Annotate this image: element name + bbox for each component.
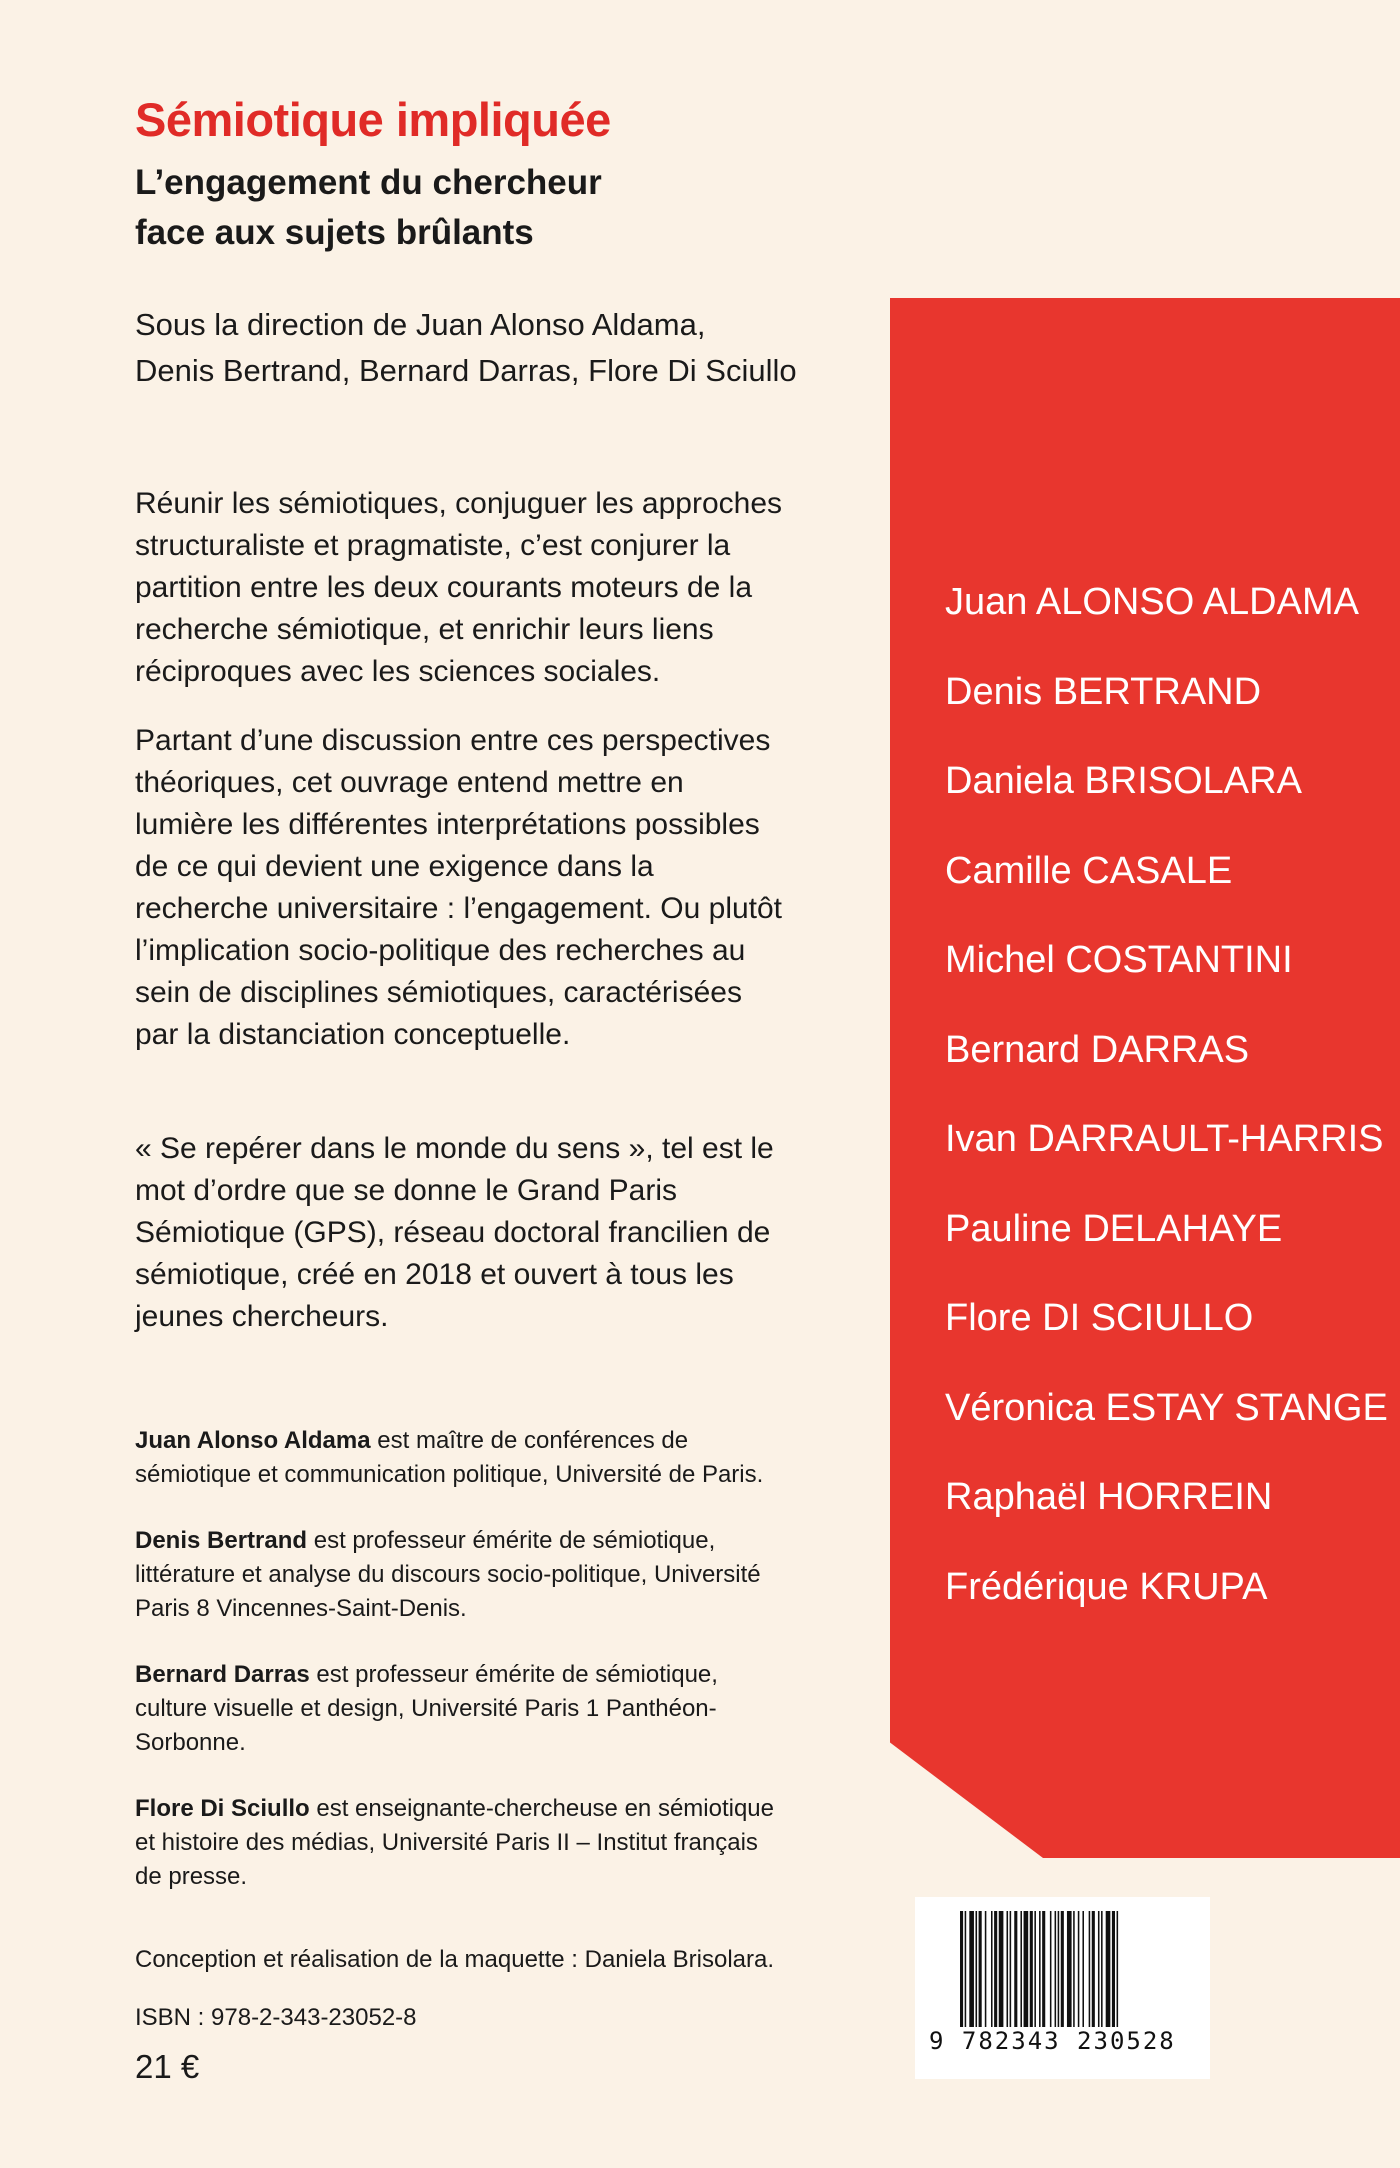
barcode-bar [1058, 1911, 1060, 2027]
barcode-bar [985, 1911, 987, 2027]
contributor-name: Véronica ESTAY STANGE [945, 1386, 1388, 1429]
contributor-name: Camille CASALE [945, 849, 1233, 892]
barcode-icon [960, 1911, 1170, 2027]
contributor-name: Frédérique KRUPA [945, 1565, 1268, 1608]
book-subtitle [135, 158, 602, 258]
barcode-bar [960, 1911, 963, 2027]
barcode-bar [994, 1911, 997, 2027]
barcode-bar [1024, 1911, 1029, 2027]
bio-entry [135, 1424, 785, 1492]
contributor-name: Pauline DELAHAYE [945, 1207, 1283, 1250]
editors-line [135, 302, 797, 394]
barcode-bar [1030, 1911, 1033, 2027]
contributor-name: Ivan DARRAULT-HARRIS [945, 1118, 1384, 1160]
barcode-box [915, 1897, 1210, 2079]
direction-line-1: Sous la direction de Juan Alonso Aldama, [135, 307, 706, 342]
description-paragraph-3: « Se repérer dans le monde du sens », tel est le mot d’ordre que se donne le Grand Paris Sémiotique (GPS), réseau doctoral francilien de sémiotique, créé en 2018 et ouvert à tous les jeunes chercheurs. [135, 1132, 774, 1333]
barcode-bar [1050, 1911, 1052, 2027]
bio-name: Flore Di Sciullo [135, 1795, 310, 1822]
bio-entry [135, 1524, 785, 1626]
bio-name: Denis Bertrand [135, 1527, 308, 1554]
barcode-bar [1112, 1911, 1115, 2027]
isbn: ISBN : 978-2-343-23052-8 [135, 2004, 417, 2031]
barcode-bar [1098, 1911, 1100, 2027]
contributor-name: Daniela BRISOLARA [945, 760, 1302, 802]
barcode-bar [1073, 1911, 1075, 2027]
barcode-bar [976, 1911, 978, 2027]
book-title: Sémiotique impliquée [135, 93, 611, 146]
barcode-bar [1117, 1911, 1119, 2027]
bio-text: est professeur émérite de sémiotique, littérature et analyse du discours socio-politique, Université Paris 8 Vincennes-Saint-Denis. [135, 1527, 761, 1622]
barcode-bar [1089, 1911, 1091, 2027]
barcode-bar [991, 1911, 993, 2027]
barcode-bar [969, 1911, 974, 2027]
contributor-name: Bernard DARRAS [945, 1028, 1250, 1071]
bio-entry [135, 1658, 785, 1760]
direction-line-2: Denis Bertrand, Bernard Darras, Flore Di Sciullo [135, 353, 797, 388]
contributor-name: Juan ALONSO ALDAMA [945, 581, 1359, 623]
design-credits: Conception et réalisation de la maquette : Daniela Brisolara. [135, 1946, 775, 1973]
barcode-bar [1039, 1911, 1041, 2027]
bio-text: est professeur émérite de sémiotique, culture visuelle et design, Université Paris 1 Panthéon-Sorbonne. [135, 1661, 718, 1756]
barcode-bar [1078, 1911, 1080, 2027]
description-paragraph-2: Partant d’une discussion entre ces perspectives théoriques, cet ouvrage entend mettre en lumière les différentes interprétations possibles de ce qui devient une exigence dans la recherche universitaire : l’engagement. Ou plutôt l’implication socio-politique des recherches au sein de disciplines sémiotiques, caractérisées par la distanciation conceptuelle. [135, 724, 783, 1051]
barcode-bar [1020, 1911, 1022, 2027]
barcode-bar [1010, 1911, 1012, 2027]
price: 21 € [135, 2048, 200, 2085]
bio-text: est enseignante-chercheuse en sémiotique et histoire des médias, Université Paris II – Institut français de presse. [135, 1795, 774, 1890]
contributors-list [945, 558, 1388, 1632]
barcode-bar [965, 1911, 967, 2027]
bio-entry [135, 1792, 785, 1894]
bio-name: Juan Alonso Aldama [135, 1427, 371, 1454]
contributor-name: Flore DI SCIULLO [945, 1297, 1254, 1339]
subtitle-line-1: L’engagement du chercheur [135, 163, 602, 202]
barcode-bar [1055, 1911, 1057, 2027]
barcode-bar [979, 1911, 982, 2027]
barcode-bar [1067, 1911, 1072, 2027]
barcode-bar [1034, 1911, 1036, 2027]
barcode-bar [1082, 1911, 1084, 2027]
barcode-bar [1106, 1911, 1111, 2027]
author-bios [135, 1424, 785, 1926]
barcode-bar [1007, 1911, 1009, 2027]
barcode-bar [1042, 1911, 1045, 2027]
subtitle-line-2: face aux sujets brûlants [135, 213, 534, 252]
barcode-bar [1101, 1911, 1103, 2027]
description-paragraph-1: Réunir les sémiotiques, conjuguer les approches structuraliste et pragmatiste, c’est conjurer la partition entre les deux courants moteurs de la recherche sémiotique, et enrichir leurs liens réciproques avec les sciences sociales. [135, 487, 783, 688]
contributor-name: Michel COSTANTINI [945, 939, 1293, 981]
barcode-bar [1014, 1911, 1017, 2027]
barcode-digits: 9 782343 230528 [929, 2027, 1176, 2055]
bio-name: Bernard Darras [135, 1661, 310, 1688]
barcode-bar [1092, 1911, 1095, 2027]
barcode-bar [999, 1911, 1004, 2027]
barcode-bar [1061, 1911, 1064, 2027]
contributor-name: Raphaël HORREIN [945, 1476, 1273, 1518]
bio-text: est maître de conférences de sémiotique et communication politique, Université de Paris. [135, 1427, 764, 1488]
contributor-name: Denis BERTRAND [945, 670, 1262, 713]
